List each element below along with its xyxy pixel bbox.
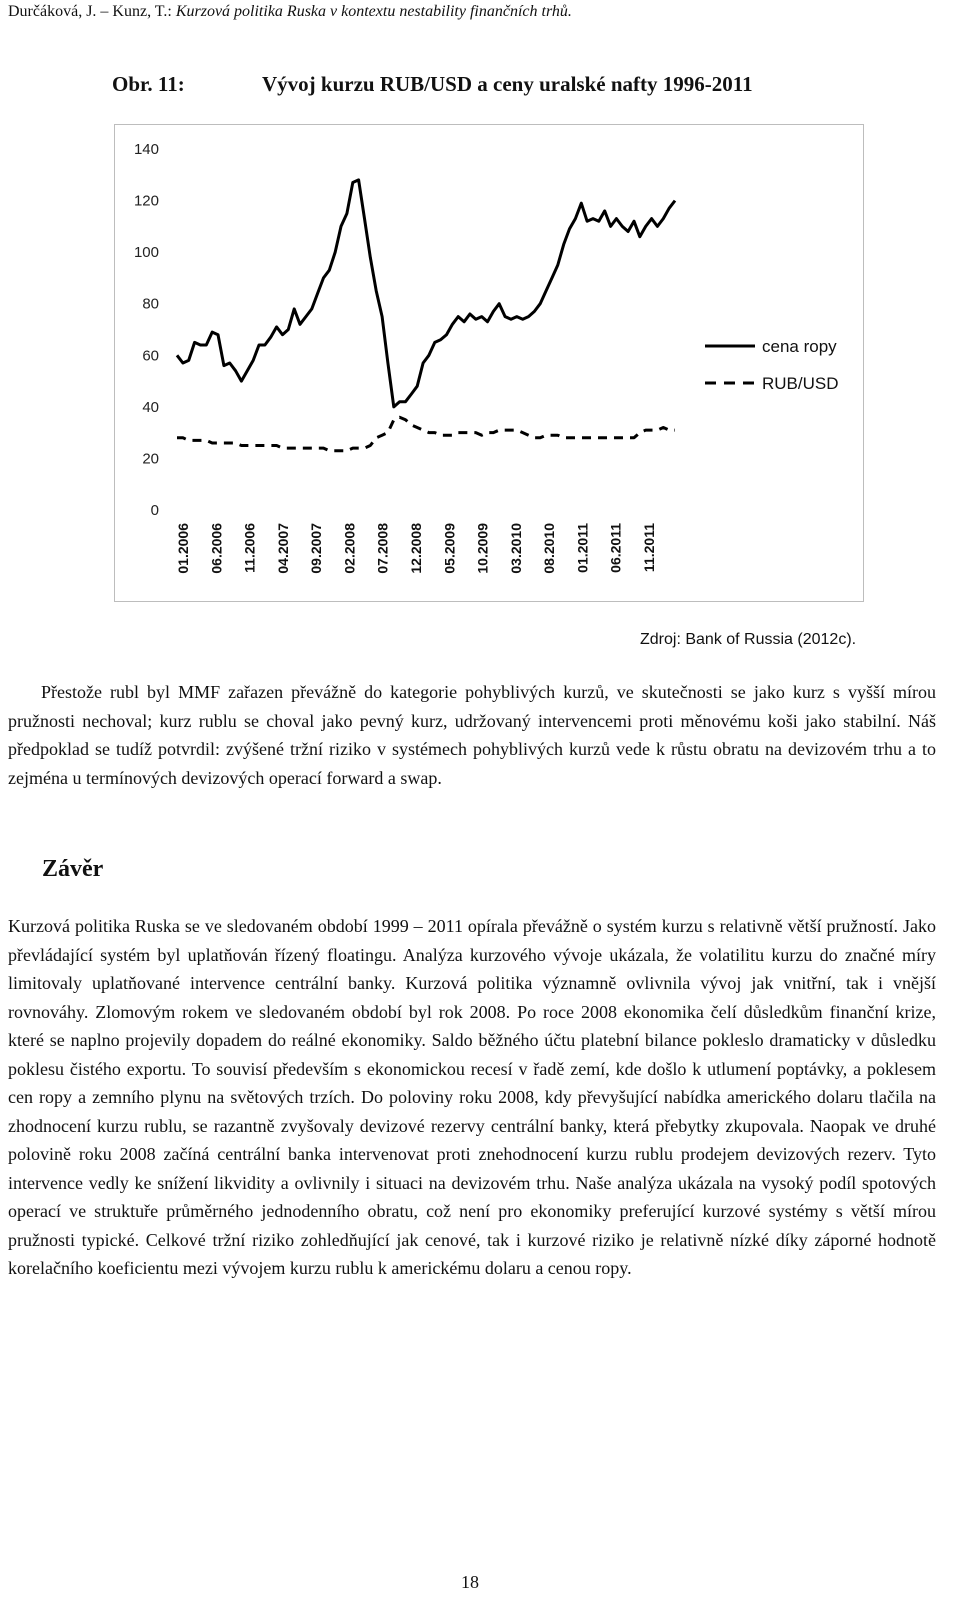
y-tick-label: 140	[133, 141, 159, 158]
x-tick-label: 11.2006	[241, 523, 258, 573]
y-axis	[134, 141, 159, 519]
y-tick-label: 80	[142, 295, 159, 313]
y-tick-label: 60	[142, 347, 159, 365]
x-tick-label: 09.2007	[308, 523, 325, 574]
y-tick-label: 0	[150, 502, 159, 519]
figure-title: Vývoj kurzu RUB/USD a ceny uralské nafty 1996-2011	[262, 72, 753, 96]
page-number: 18	[461, 1572, 479, 1592]
chart-frame	[114, 124, 864, 602]
y-tick-label: 40	[142, 398, 159, 416]
x-tick-label: 02.2008	[341, 523, 358, 574]
x-tick-label: 11.2011	[641, 523, 657, 573]
line-chart	[115, 125, 865, 603]
running-header	[8, 3, 572, 21]
legend-label: cena ropy	[762, 337, 837, 356]
x-tick-label: 08.2010	[541, 523, 558, 574]
y-tick-label: 20	[142, 450, 159, 468]
x-tick-label: 10.2009	[474, 523, 491, 574]
section-title: Závěr	[42, 856, 104, 882]
legend	[705, 337, 839, 393]
header-authors: Durčáková, J. – Kunz, T.:	[8, 3, 172, 20]
x-tick-label: 06.2006	[208, 523, 225, 574]
x-tick-label: 03.2010	[507, 523, 524, 574]
x-tick-label: 12.2008	[408, 523, 424, 574]
series-line-rub-usd	[177, 417, 675, 451]
x-axis	[175, 523, 657, 574]
x-tick-label: 04.2007	[274, 523, 291, 574]
x-tick-label: 01.2011	[574, 523, 591, 573]
x-tick-label: 05.2009	[441, 523, 458, 574]
legend-label: RUB/USD	[762, 374, 839, 393]
header-title: Kurzová politika Ruska v kontextu nestability finančních trhů.	[175, 3, 572, 20]
paragraph-2: Kurzová politika Ruska se ve sledovaném období 1999 – 2011 opírala převážně o systém kurzu s relativně větší pružností. Jako převládající systém byl uplatňován řízený floatingu. Analýza kurzového vývoje ukázala, že volatilitu kurzu do značné míry limitovaly uplatňované intervence centrální banky. Kurzová politika významně ovlivnila vývoj jak vnitřní, tak i vnější rovnováhy. Zlomovým rokem ve sledovaném období byl rok 2008. Po roce 2008 ekonomika čelí důsledkům finanční krize, které se naplno projevily dopadem do reálné ekonomiky. Saldo běžného účtu platební bilance pokleslo dramaticky v důsledku poklesu čistého exportu. To souvisí především s ekonomickou recesí v řadě zemí, kde došlo k utlumení poptávky, a poklesem cen ropy a zemního plynu na světových trzích. Do poloviny roku 2008, kdy převyšující nabídka amerického dolaru tlačila na zhodnocení kurzu rublu, se razantně zvyšovaly devizové rezervy centrální banky, která přebytky zkupovala. Naopak ve druhé polovině roku 2008 začíná centrální banka intervenovat proti znehodnocení kurzu rublu prodejem devizových rezerv. Tyto intervence vedly ke snížení likvidity a ovlivnily i situaci na devizovém trhu. Naše analýza ukázala na vysoký podíl spotových operací ve struktuře průměrného jednodenního obratu, což není pro ekonomiky preferující kurzové systémy s větší mírou pružnosti typické. Celkové tržní riziko zohledňující jak cenové, tak i kurzové riziko je relativně nízké díky záporné hodnotě korelačního koeficientu mezi vývojem kurzu rublu k americkému dolaru a cenou ropy.	[8, 916, 936, 1278]
x-tick-label: 06.2011	[607, 523, 624, 573]
x-tick-label: 07.2008	[374, 523, 391, 574]
paragraph-1: Přestože rubl byl MMF zařazen převážně do kategorie pohyblivých kurzů, ve skutečnosti se jako kurz s vyšší mírou pružnosti nechoval; kurz rublu se choval jako pevný kurz, udržovaný intervencemi proti měnovému koši jako stabilní. Náš předpoklad se tudíž potvrdil: zvýšené tržní riziko v systémech pohyblivých kurzů vede k růstu obratu na devizovém trhu a to zejména u termínových devizových operací forward a swap.	[8, 682, 936, 788]
figure-source: Zdroj: Bank of Russia (2012c).	[640, 631, 857, 648]
y-tick-label: 100	[133, 244, 159, 262]
y-tick-label: 120	[133, 192, 159, 210]
figure-number: Obr. 11:	[112, 72, 185, 96]
series-line-oil-price	[177, 180, 675, 407]
series-lines	[177, 180, 675, 451]
x-tick-label: 01.2006	[175, 523, 191, 574]
